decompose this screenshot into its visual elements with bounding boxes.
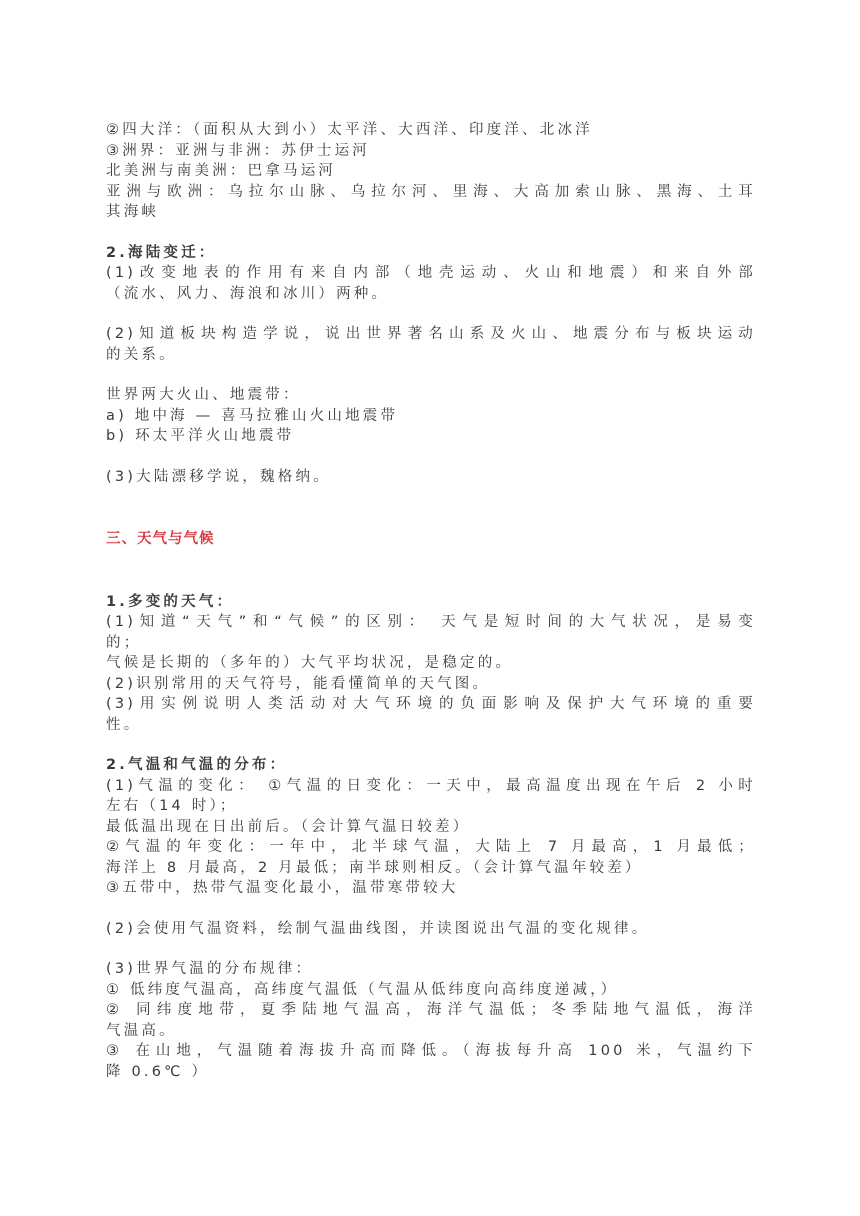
- sea-land-change-heading: 2.海陆变迁：: [106, 244, 217, 261]
- americas-boundary-line: 北美洲与南美洲：巴拿马运河: [106, 163, 337, 179]
- belt-a: a) 地中海 — 喜马拉雅山火山地震带: [106, 407, 399, 424]
- temperature-rule-3: ③ 在山地，气温随着海拔升高而降低。（海拔每升高 100 米，气温约下: [106, 1043, 756, 1059]
- temperature-section: [106, 755, 756, 1082]
- weather-section: [106, 592, 756, 736]
- weather-p3: (3)用实例说明人类活动对大气环境的负面影响及保护大气环境的重要: [106, 696, 756, 712]
- sea-land-p1: (1)改变地表的作用有来自内部（地壳运动、火山和地震）和来自外部: [106, 265, 756, 281]
- temperature-rule-1: ① 低纬度气温高，高纬度气温低（气温从低纬度向高纬度递减，）: [106, 981, 619, 998]
- sea-land-p1-cont: （流水、风力、海浪和冰川）两种。: [106, 285, 390, 302]
- sea-land-p2: (2)知道板块构造学说，说出世界著名山系及火山、地震分布与板块运动: [106, 326, 756, 342]
- temperature-rule-3-cont: 降 0.6℃ ）: [106, 1063, 210, 1080]
- temperature-rule-2: ② 同纬度地带，夏季陆地气温高，海洋气温低；冬季陆地气温低，海洋: [106, 1002, 756, 1018]
- weather-heading: 1.多变的天气：: [106, 593, 235, 610]
- weather-p1-cont: 的；: [106, 634, 142, 651]
- continental-drift-line: (3)大陆漂移学说，魏格纳。: [106, 468, 331, 485]
- temperature-p1-zones: ③五带中，热带气温变化最小，温带寒带较大: [106, 880, 459, 896]
- temperature-p2: (2)会使用气温资料，绘制气温曲线图，并读图说出气温的变化规律。: [106, 920, 650, 937]
- belt-b: b) 环太平洋火山地震带: [106, 428, 295, 444]
- weather-p3-cont: 性。: [106, 716, 142, 733]
- section-title-weather-climate: 三、天气与气候: [106, 531, 215, 547]
- asia-europe-boundary-line: 亚洲与欧洲：乌拉尔山脉、乌拉尔河、里海、大高加索山脉、黑海、土耳: [106, 183, 756, 200]
- asia-europe-boundary-line-cont: 其海峡: [106, 204, 160, 220]
- temperature-p1-ocean: 海洋上 8 月最高，2 月最低；南半球则相反。（会计算气温年较差）: [106, 859, 643, 876]
- continent-boundary-line: ③洲界：亚洲与非洲：苏伊士运河: [106, 142, 370, 159]
- temperature-p1-low: 最低温出现在日出前后。（会计算气温日较差）: [106, 818, 471, 835]
- temperature-heading: 2.气温和气温的分布：: [106, 757, 288, 773]
- weather-p1-climate: 气候是长期的（多年的）大气平均状况，是稳定的。: [106, 655, 514, 671]
- temperature-p1-cont: 左右（14 时）；: [106, 798, 238, 814]
- document-page: [106, 120, 756, 1082]
- sea-land-change-section: [106, 243, 756, 488]
- weather-p1: (1)知道“天气”和“气候”的区别： 天气是短时间的大气状况，是易变: [106, 614, 756, 630]
- temperature-p3-title: (3)世界气温的分布规律：: [106, 961, 314, 977]
- temperature-p1: (1)气温的变化： ①气温的日变化：一天中，最高温度出现在午后 2 小时: [106, 777, 756, 794]
- continent-ocean-section: [106, 120, 756, 223]
- temperature-p1-annual: ②气温的年变化：一年中，北半球气温，大陆上 7 月最高，1 月最低；: [106, 839, 756, 855]
- belts-title: 世界两大火山、地震带：: [106, 387, 301, 403]
- sea-land-p2-cont: 的关系。: [106, 346, 177, 363]
- weather-p2: (2)识别常用的天气符号，能看懂简单的天气图。: [106, 675, 491, 692]
- temperature-rule-2-cont: 气温高。: [106, 1022, 177, 1039]
- four-oceans-line: ②四大洋：（面积从大到小）太平洋、大西洋、印度洋、北冰洋: [106, 122, 593, 138]
